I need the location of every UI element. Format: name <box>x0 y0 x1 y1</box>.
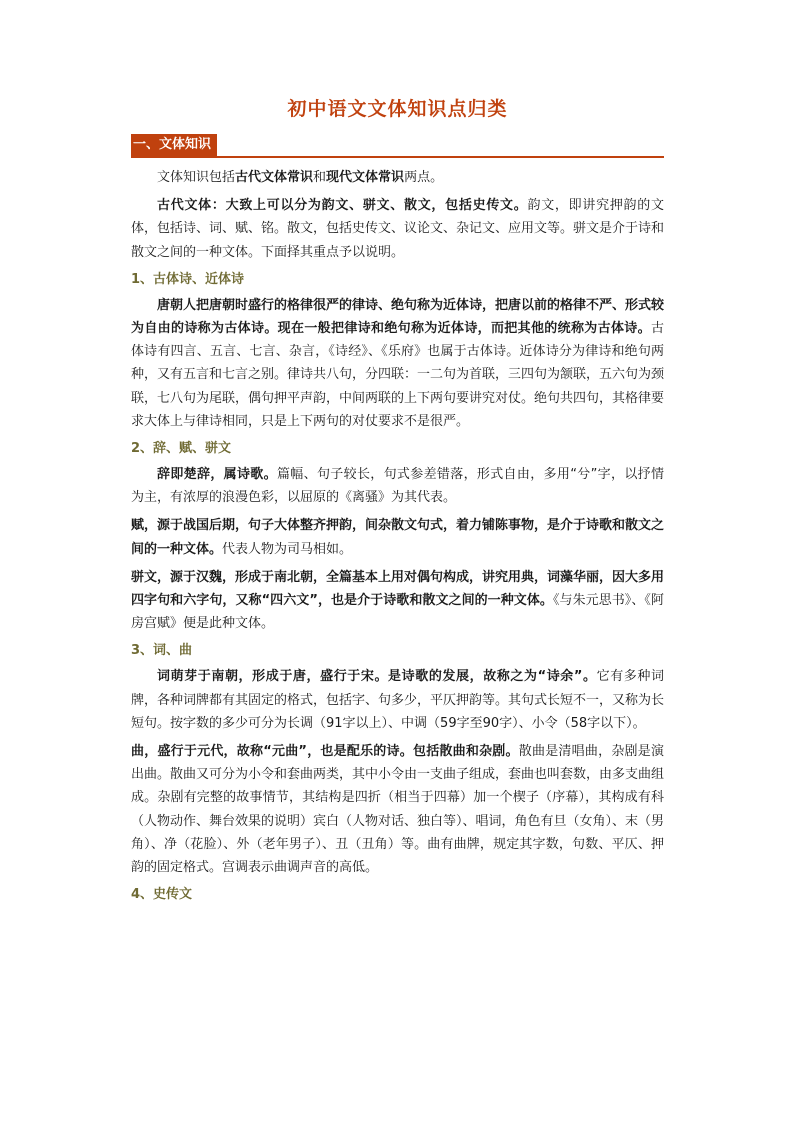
ancient-styles-paragraph: 古代文体：大致上可以分为韵文、骈文、散文，包括史传文。韵文，即讲究押韵的文体，包括诗、词、赋、铭。散文，包括史传文、议论文、杂记文、应用文等。骈文是介于诗和散文之间的一种文体。下面择其重点予以说明。 <box>131 198 665 260</box>
pianwen-paragraph: 骈文，源于汉魏，形成于南北朝，全篇基本上用对偶句构成，讲究用典，词藻华丽，因大多用四字句和六字句，又称“四六文”，也是介于诗歌和散文之间的一种文体。《与朱元思书》、《阿房宫赋》便是此种文体。 <box>131 569 665 632</box>
section-header-bar <box>131 134 664 158</box>
section-label: 一、文体知识 <box>131 134 217 156</box>
qu-paragraph: 曲，盛行于元代，故称“元曲”，也是配乐的诗。包括散曲和杂剧。散曲是清唱曲，杂剧是演出曲。散曲又可分为小令和套曲两类，其中小令由一支曲子组成，套曲也叫套数，由多支曲组成。杂剧有完整的故事情节，其结构是四折（相当于四幕）加一个楔子（序幕），其构成有科（人物动作、舞台效果的说明）宾白（人物对话、独白等）、唱词，角色有旦（女角）、末（男角）、净（花脸）、外（老年男子）、丑（丑角）等。曲有曲牌，规定其字数，句数、平仄、押韵的固定格式。宫调表示曲调声音的高低。 <box>131 744 665 876</box>
subheading-history: 4、史传文 <box>131 887 193 903</box>
document-page <box>131 96 664 909</box>
subheading-ci-fu-pianwen: 2、辞、赋、骈文 <box>131 441 232 457</box>
subheading-poetry: 1、古体诗、近体诗 <box>131 271 245 287</box>
poetry-paragraph: 唐朝人把唐朝时盛行的格律很严的律诗、绝句称为近体诗，把唐以前的格律不严、形式较为自由的诗称为古体诗。现在一般把律诗和绝句称为近体诗，而把其他的统称为古体诗。古体诗有四言、五言、七言、杂言，《诗经》、《乐府》也属于古体诗。近体诗分为律诗和绝句两种，又有五言和七言之别。律诗共八句，分四联：一二句为首联，三四句为颔联，五六句为颈联，七八句为尾联，偶句押平声韵，中间两联的上下两句要讲究对仗。绝句共四句，其格律要求大体上与律诗相同，只是上下两句的对仗要求不是很严。 <box>131 297 665 429</box>
chuci-paragraph: 辞即楚辞，属诗歌。篇幅、句子较长，句式参差错落，形式自由，多用“兮”字，以抒情为主，有浓厚的浪漫色彩，以屈原的《离骚》为其代表。 <box>131 467 664 506</box>
subheading-ci-qu: 3、词、曲 <box>131 643 193 659</box>
intro-paragraph: 文体知识包括古代文体常识和现代文体常识两点。 <box>157 170 444 185</box>
document-title: 初中语文文体知识点归类 <box>287 98 508 120</box>
fu-paragraph: 赋，源于战国后期，句子大体整齐押韵，间杂散文句式，着力铺陈事物，是介于诗歌和散文之间的一种文体。代表人物为司马相如。 <box>131 518 665 557</box>
ci-paragraph: 词萌芽于南朝，形成于唐，盛行于宋。是诗歌的发展，故称之为“诗余”。它有多种词牌，各种词牌都有其固定的格式，包括字、句多少，平仄押韵等。其句式长短不一，又称为长短句。按字数的多少可分为长调（91字以上）、中调（59字至90字）、小令（58字以下）。 <box>131 669 665 731</box>
